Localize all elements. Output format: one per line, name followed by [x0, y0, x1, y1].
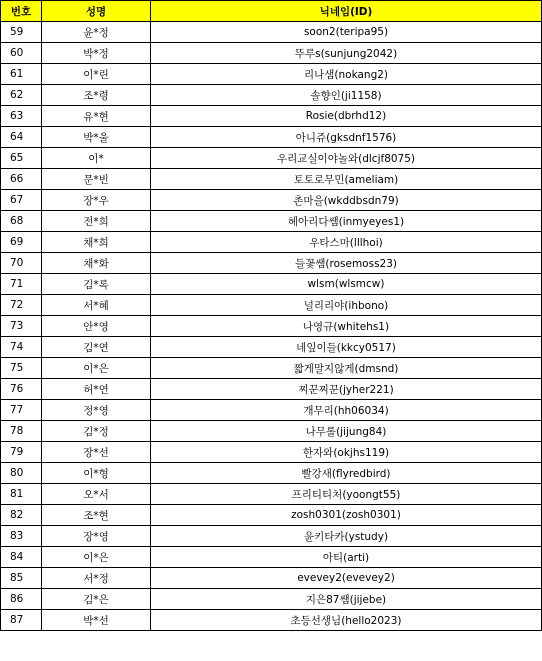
- row-nickname-cell: 개무리(hh06034): [151, 400, 542, 421]
- table-row: [1, 316, 542, 337]
- row-nickname-cell: 토토로무민(ameliam): [151, 169, 542, 190]
- row-nickname-cell: 촌마을(wkddbsdn79): [151, 190, 542, 211]
- row-number-cell: 66: [1, 169, 42, 190]
- header-number: 번호: [1, 1, 42, 22]
- table-row: [1, 442, 542, 463]
- row-name-cell: 박*선: [42, 610, 151, 631]
- row-name-cell: 채*화: [42, 253, 151, 274]
- row-number-cell: 65: [1, 148, 42, 169]
- row-number-cell: 59: [1, 22, 42, 43]
- table-row: [1, 589, 542, 610]
- row-name-cell: 허*연: [42, 379, 151, 400]
- row-number-cell: 86: [1, 589, 42, 610]
- row-nickname-cell: zosh0301(zosh0301): [151, 505, 542, 526]
- row-nickname-cell: 나영규(whitehs1): [151, 316, 542, 337]
- row-name-cell: 문*빈: [42, 169, 151, 190]
- table-row: [1, 526, 542, 547]
- row-number-cell: 71: [1, 274, 42, 295]
- row-number-cell: 69: [1, 232, 42, 253]
- row-number-cell: 68: [1, 211, 42, 232]
- header-nickname: 닉네임(ID): [151, 1, 542, 22]
- row-name-cell: 박*울: [42, 127, 151, 148]
- row-name-cell: 유*현: [42, 106, 151, 127]
- table-row: [1, 484, 542, 505]
- row-nickname-cell: 아티(arti): [151, 547, 542, 568]
- row-number-cell: 70: [1, 253, 42, 274]
- row-nickname-cell: evevey2(evevey2): [151, 568, 542, 589]
- row-name-cell: 조*령: [42, 85, 151, 106]
- row-nickname-cell: 네잎이들(kkcy0517): [151, 337, 542, 358]
- row-number-cell: 62: [1, 85, 42, 106]
- row-name-cell: 오*서: [42, 484, 151, 505]
- row-name-cell: 이*은: [42, 358, 151, 379]
- row-name-cell: 조*현: [42, 505, 151, 526]
- row-name-cell: 이*형: [42, 463, 151, 484]
- row-name-cell: 채*희: [42, 232, 151, 253]
- row-nickname-cell: 지은87쌤(jijebe): [151, 589, 542, 610]
- row-number-cell: 85: [1, 568, 42, 589]
- table-row: [1, 127, 542, 148]
- table-row: [1, 379, 542, 400]
- row-nickname-cell: 짧게말지않게(dmsnd): [151, 358, 542, 379]
- row-number-cell: 80: [1, 463, 42, 484]
- row-number-cell: 77: [1, 400, 42, 421]
- row-number-cell: 79: [1, 442, 42, 463]
- row-name-cell: 이*: [42, 148, 151, 169]
- header-name: 성명: [42, 1, 151, 22]
- row-number-cell: 76: [1, 379, 42, 400]
- row-nickname-cell: 나무롤(jijung84): [151, 421, 542, 442]
- header-row: [1, 1, 542, 22]
- row-name-cell: 장*선: [42, 442, 151, 463]
- row-nickname-cell: 찌꾼찌꾼(jyher221): [151, 379, 542, 400]
- table-row: [1, 106, 542, 127]
- row-number-cell: 87: [1, 610, 42, 631]
- table-row: [1, 85, 542, 106]
- table-row: [1, 22, 542, 43]
- table-row: [1, 358, 542, 379]
- row-number-cell: 84: [1, 547, 42, 568]
- row-nickname-cell: 프리티티처(yoongt55): [151, 484, 542, 505]
- row-name-cell: 장*우: [42, 190, 151, 211]
- row-nickname-cell: soon2(teripa95): [151, 22, 542, 43]
- row-nickname-cell: 윤키타카(ystudy): [151, 526, 542, 547]
- row-nickname-cell: 들꽃쌤(rosemoss23): [151, 253, 542, 274]
- row-name-cell: 이*린: [42, 64, 151, 85]
- row-number-cell: 73: [1, 316, 42, 337]
- row-nickname-cell: 솔향인(ji1158): [151, 85, 542, 106]
- row-number-cell: 63: [1, 106, 42, 127]
- row-number-cell: 83: [1, 526, 42, 547]
- row-number-cell: 81: [1, 484, 42, 505]
- row-name-cell: 김*정: [42, 421, 151, 442]
- row-name-cell: 윤*정: [42, 22, 151, 43]
- row-name-cell: 김*은: [42, 589, 151, 610]
- table-row: [1, 64, 542, 85]
- table-row: [1, 211, 542, 232]
- row-name-cell: 서*혜: [42, 295, 151, 316]
- table-body: [1, 22, 542, 631]
- table-row: [1, 463, 542, 484]
- row-nickname-cell: 널리리야(ihbono): [151, 295, 542, 316]
- table-row: [1, 43, 542, 64]
- row-name-cell: 김*연: [42, 337, 151, 358]
- row-nickname-cell: wlsm(wlsmcw): [151, 274, 542, 295]
- row-number-cell: 60: [1, 43, 42, 64]
- row-number-cell: 82: [1, 505, 42, 526]
- row-nickname-cell: 뚜루s(sunjung2042): [151, 43, 542, 64]
- row-name-cell: 박*정: [42, 43, 151, 64]
- row-name-cell: 안*영: [42, 316, 151, 337]
- row-name-cell: 전*희: [42, 211, 151, 232]
- table-row: [1, 421, 542, 442]
- row-number-cell: 67: [1, 190, 42, 211]
- table-row: [1, 337, 542, 358]
- table-row: [1, 547, 542, 568]
- table-row: [1, 295, 542, 316]
- row-nickname-cell: 아니쥬(gksdnf1576): [151, 127, 542, 148]
- row-name-cell: 정*영: [42, 400, 151, 421]
- table-row: [1, 568, 542, 589]
- row-number-cell: 74: [1, 337, 42, 358]
- row-nickname-cell: 빨강새(flyredbird): [151, 463, 542, 484]
- table-row: [1, 253, 542, 274]
- row-number-cell: 78: [1, 421, 42, 442]
- table-row: [1, 610, 542, 631]
- row-name-cell: 서*정: [42, 568, 151, 589]
- row-number-cell: 75: [1, 358, 42, 379]
- table-row: [1, 505, 542, 526]
- row-nickname-cell: 우타스마(lllhoi): [151, 232, 542, 253]
- row-name-cell: 김*록: [42, 274, 151, 295]
- table-row: [1, 232, 542, 253]
- row-nickname-cell: Rosie(dbrhd12): [151, 106, 542, 127]
- row-name-cell: 장*영: [42, 526, 151, 547]
- row-number-cell: 72: [1, 295, 42, 316]
- row-number-cell: 61: [1, 64, 42, 85]
- row-nickname-cell: 헤아리다쌤(inmyeyes1): [151, 211, 542, 232]
- table-row: [1, 400, 542, 421]
- table-row: [1, 190, 542, 211]
- row-nickname-cell: 우리교실이야놀와(dlcjf8075): [151, 148, 542, 169]
- table-row: [1, 148, 542, 169]
- row-name-cell: 이*은: [42, 547, 151, 568]
- row-nickname-cell: 리나샘(nokang2): [151, 64, 542, 85]
- row-number-cell: 64: [1, 127, 42, 148]
- table-row: [1, 274, 542, 295]
- row-nickname-cell: 초등선생님(hello2023): [151, 610, 542, 631]
- row-nickname-cell: 한자와(okjhs119): [151, 442, 542, 463]
- table-row: [1, 169, 542, 190]
